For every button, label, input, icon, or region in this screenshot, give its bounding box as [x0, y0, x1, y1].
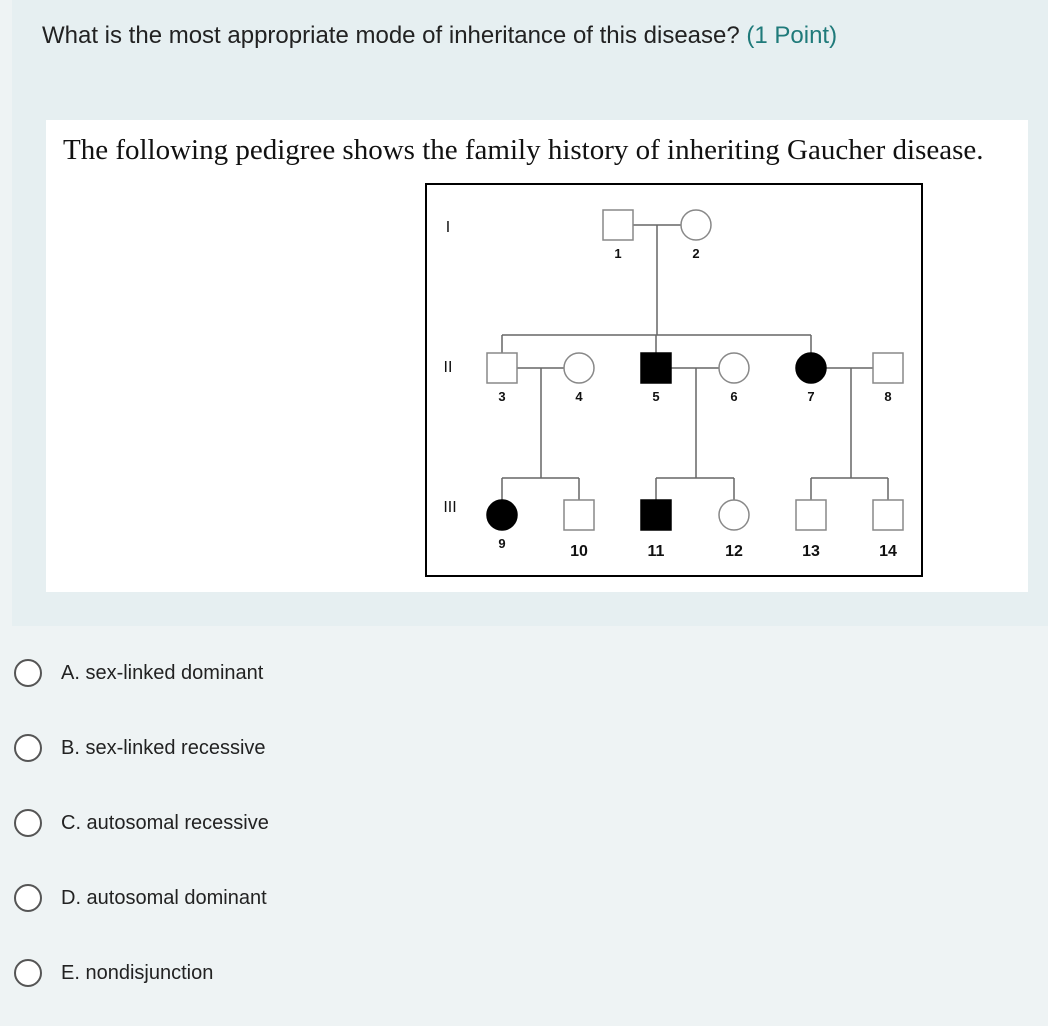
- individual-10: [564, 500, 594, 530]
- individual-label-4: 4: [575, 389, 583, 404]
- radio-b[interactable]: [14, 734, 42, 762]
- individual-11-affected: [641, 500, 671, 530]
- individual-label-12: 12: [725, 543, 743, 560]
- individual-label-9: 9: [498, 536, 506, 551]
- individual-label-13: 13: [802, 543, 820, 560]
- radio-d[interactable]: [14, 884, 42, 912]
- generation-label-1: I: [445, 219, 451, 236]
- option-e-label: E. nondisjunction: [61, 961, 214, 984]
- question-points: (1 Point): [746, 22, 838, 49]
- individual-7-affected: [796, 353, 826, 383]
- option-c[interactable]: [14, 803, 269, 843]
- radio-a[interactable]: [14, 659, 42, 687]
- pedigree-image: [46, 120, 1028, 592]
- individual-label-1: 1: [614, 246, 622, 261]
- individual-12: [719, 500, 749, 530]
- pedigree-caption: The following pedigree shows the family history of inheriting Gaucher disease.: [63, 134, 984, 166]
- question-title: [42, 22, 837, 50]
- individual-label-6: 6: [730, 389, 738, 404]
- individual-8: [873, 353, 903, 383]
- option-b-label: B. sex-linked recessive: [61, 736, 266, 759]
- option-c-label: C. autosomal recessive: [61, 811, 269, 834]
- individual-6: [719, 353, 749, 383]
- option-d-label: D. autosomal dominant: [61, 886, 267, 909]
- individual-14: [873, 500, 903, 530]
- individual-13: [796, 500, 826, 530]
- individual-label-5: 5: [652, 389, 660, 404]
- individual-3: [487, 353, 517, 383]
- individual-label-7: 7: [807, 389, 815, 404]
- individual-4: [564, 353, 594, 383]
- option-e[interactable]: [14, 953, 213, 993]
- generation-label-2: II: [443, 359, 453, 376]
- pedigree-chart: [46, 120, 1028, 592]
- radio-e[interactable]: [14, 959, 42, 987]
- individual-5-affected: [641, 353, 671, 383]
- option-d[interactable]: [14, 878, 267, 918]
- generation-label-3: III: [443, 499, 457, 516]
- radio-c[interactable]: [14, 809, 42, 837]
- option-a[interactable]: [14, 653, 263, 693]
- option-a-label: A. sex-linked dominant: [61, 661, 264, 684]
- individual-label-11: 11: [647, 543, 665, 560]
- individual-label-14: 14: [879, 543, 897, 560]
- individual-1: [603, 210, 633, 240]
- question-text: What is the most appropriate mode of inheritance of this disease?: [42, 22, 740, 49]
- option-b[interactable]: [14, 728, 266, 768]
- individual-label-3: 3: [498, 389, 506, 404]
- individual-2: [681, 210, 711, 240]
- individual-label-2: 2: [692, 246, 700, 261]
- individual-9-affected: [487, 500, 517, 530]
- individual-label-8: 8: [884, 389, 892, 404]
- individual-label-10: 10: [570, 543, 588, 560]
